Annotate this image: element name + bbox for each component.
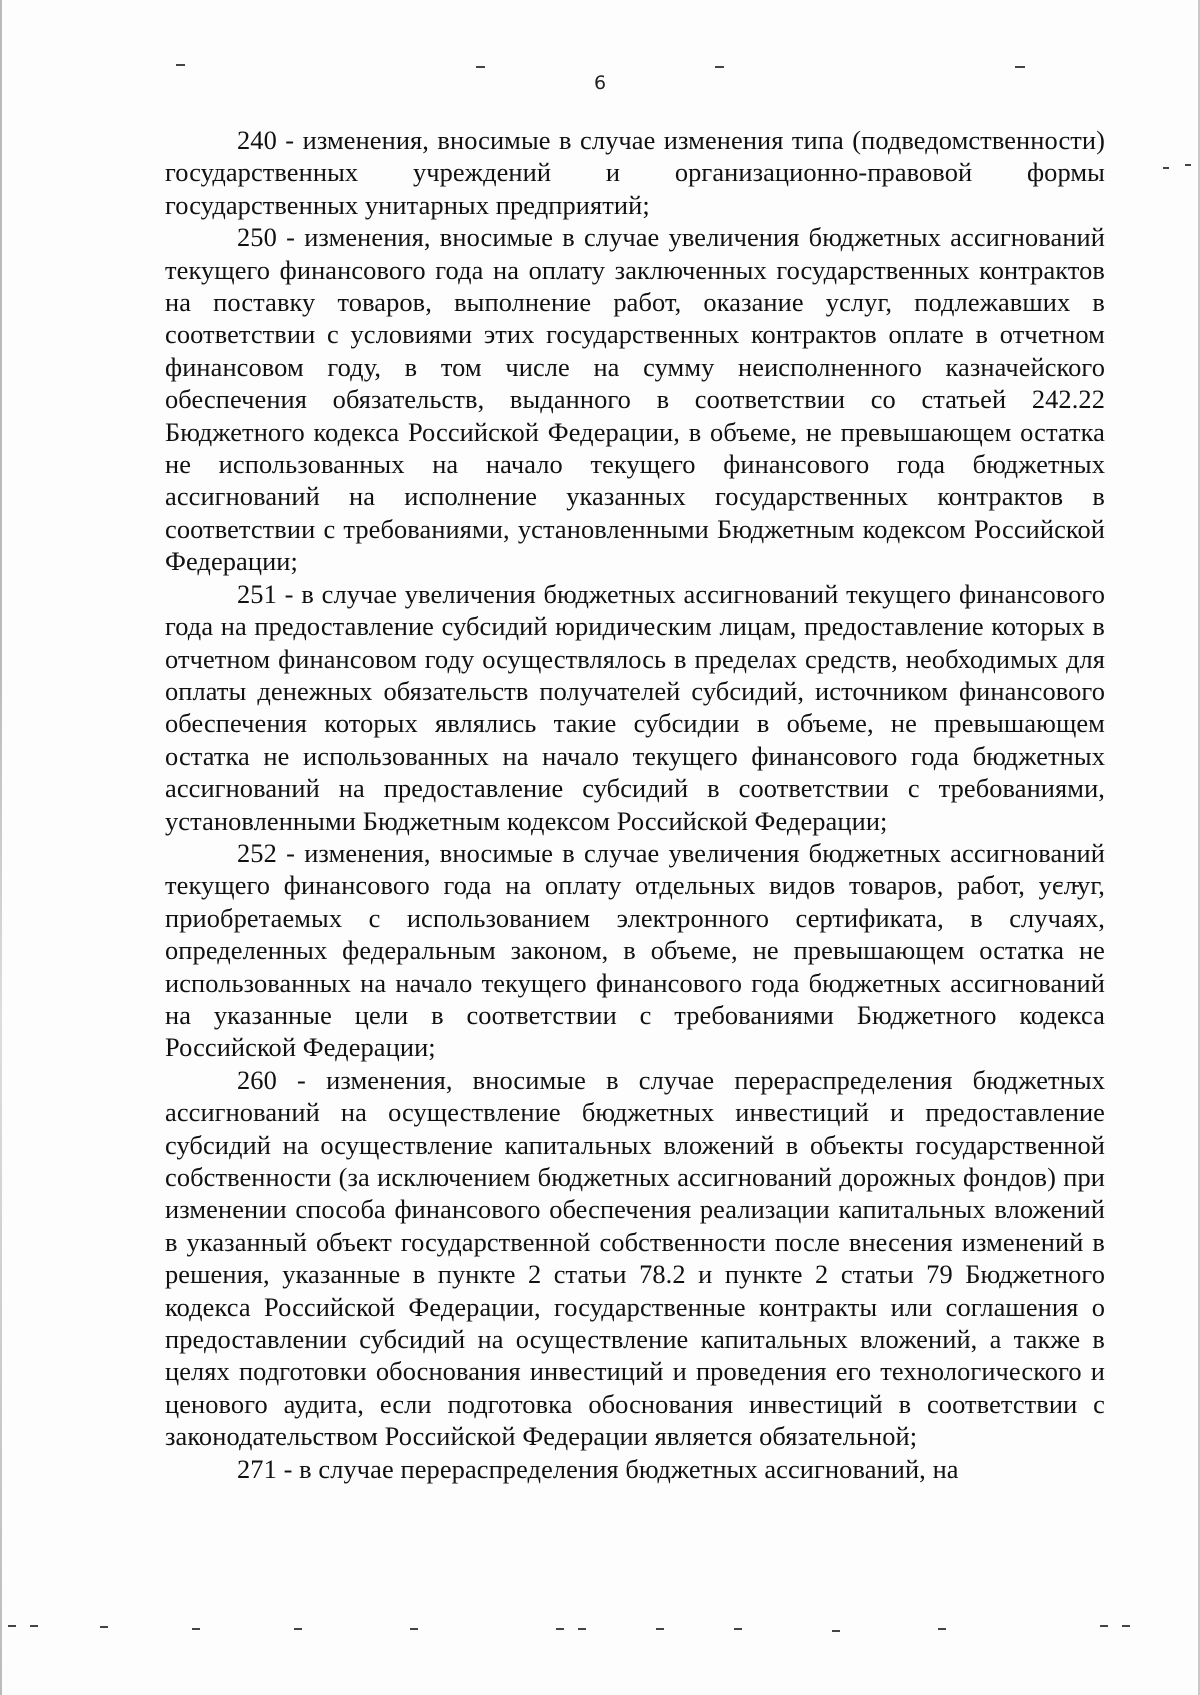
document-body <box>165 124 1105 1485</box>
page-number: 6 <box>593 72 607 94</box>
paragraph-251: 251 - в случае увеличения бюджетных ассигнований текущего финансового года на предоставление субсидий юридическим лицам, предоставление которых в отчетном финансовом году осуществлялось в пределах средств, необходимых для оплаты денежных обязательств получателей субсидий, источником финансового обеспечения которых являлись такие субсидии в объеме, не превышающем остатка не использованных на начало текущего финансового года бюджетных ассигнований на предоставление субсидий в соответствии с требованиями, установленными Бюджетным кодексом Российской Федерации; <box>165 578 1105 836</box>
paragraph-260: 260 - изменения, вносимые в случае перераспределения бюджетных ассигнований на осуществление бюджетных инвестиций и предоставление субсидий на осуществление капитальных вложений в объекты государственной собственности (за исключением бюджетных ассигнований дорожных фондов) при изменении способа финансового обеспечения реализации капитальных вложений в указанный объект государственной собственности после внесения изменений в решения, указанные в пункте 2 статьи 78.2 и пункте 2 статьи 79 Бюджетного кодекса Российской Федерации, государственные контракты или соглашения о предоставлении субсидий на осуществление капитальных вложений, а также в целях подготовки обоснования инвестиций и проведения его технологического и ценового аудита, если подготовка обоснования инвестиций в соответствии с законодательством Российской Федерации является обязательной; <box>165 1064 1105 1452</box>
paragraph-240: 240 - изменения, вносимые в случае изменения типа (подведомственности) государственных учреждений и организационно-правовой формы государственных унитарных предприятий; <box>165 125 1105 220</box>
paragraph-252: 252 - изменения, вносимые в случае увеличения бюджетных ассигнований текущего финансового года на оплату отдельных видов товаров, работ, услуг, приобретаемых с использованием электронного сертификата, в случаях, определенных федеральным законом, в объеме, не превышающем остатка не использованных на начало текущего финансового года бюджетных ассигнований на указанные цели в соответствии с требованиями Бюджетного кодекса Российской Федерации; <box>165 837 1105 1063</box>
paragraph-250: 250 - изменения, вносимые в случае увеличения бюджетных ассигнований текущего финансового года на оплату заключенных государственных контрактов на поставку товаров, выполнение работ, оказание услуг, подлежавших в соответствии с условиями этих государственных контрактов оплате в отчетном финансовом году, в том числе на сумму неисполненного казначейского обеспечения обязательств, выданного в соответствии со статьей 242.22 Бюджетного кодекса Российской Федерации, в объеме, не превышающем остатка не использованных на начало текущего финансового года бюджетных ассигнований на исполнение указанных государственных контрактов в соответствии с требованиями, установленными Бюджетным кодексом Российской Федерации; <box>165 222 1105 577</box>
scan-edge-left <box>0 0 2 1695</box>
paragraph-271: 271 - в случае перераспределения бюджетных ассигнований, на <box>237 1453 959 1484</box>
